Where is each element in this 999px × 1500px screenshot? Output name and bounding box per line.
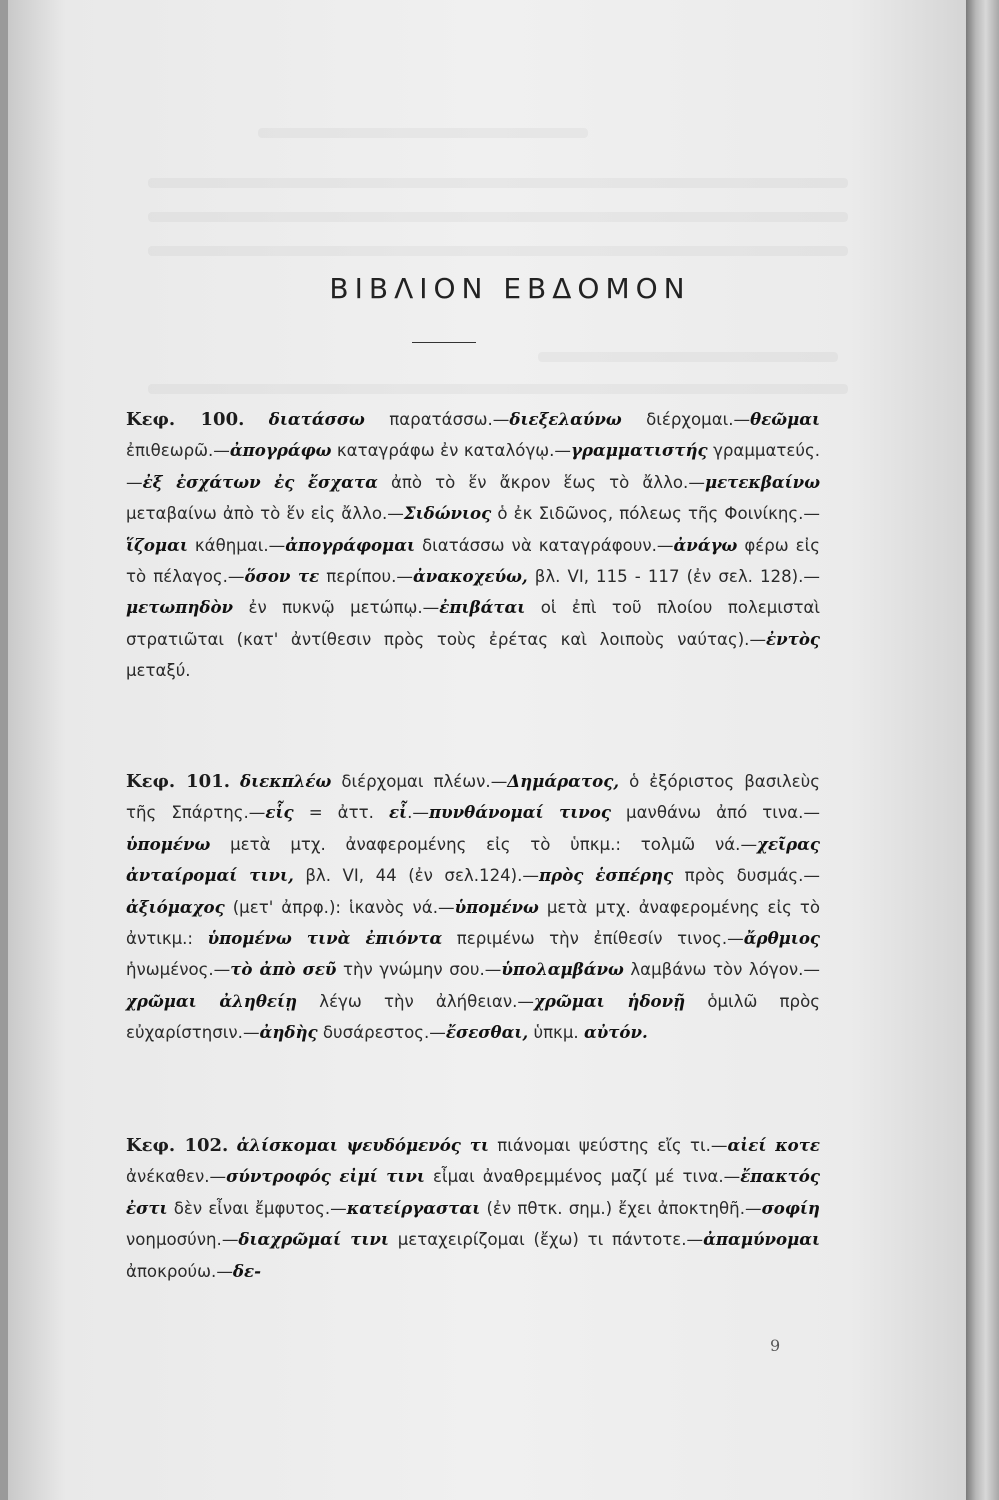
chapter-101-paragraph bbox=[126, 766, 820, 1049]
gloss-text: μετὰ μτχ. ἀναφερομένης εἰς τὸ ἀντικμ.: bbox=[126, 897, 820, 949]
headword: ἐξ ἐσχάτων ἐς ἔσχατα bbox=[142, 471, 378, 492]
gloss-text: λαμβάνω τὸν λόγον.— bbox=[623, 960, 821, 980]
gloss-text: περιμένω τὴν ἐπίθεσίν τινος.— bbox=[442, 929, 744, 949]
headword: εἷς bbox=[265, 802, 294, 823]
gloss-text: πρὸς δυσμάς.— bbox=[673, 866, 820, 886]
gloss-text: ὁμιλῶ πρὸς εὐχαρίστησιν.— bbox=[126, 991, 820, 1043]
gloss-text: ἀποκρούω.— bbox=[126, 1261, 233, 1281]
headword: ὑπομένω bbox=[454, 896, 539, 917]
gloss-text: καταγράφω ἐν καταλόγῳ.— bbox=[331, 441, 572, 461]
headword: ἀηδὴς bbox=[259, 1022, 318, 1043]
gloss-text: ἐπιθεωρῶ.— bbox=[126, 441, 230, 461]
chapter-label: Κεφ. 102. bbox=[126, 1135, 229, 1156]
gloss-text: γραμματεύς.— bbox=[126, 441, 820, 492]
gloss-text: βλ. VI, 44 (ἐν σελ.124).— bbox=[293, 866, 540, 886]
headword: διεκπλέω bbox=[240, 771, 332, 791]
bleed-through-mark bbox=[148, 246, 848, 256]
headword: ὅσον τε bbox=[244, 566, 320, 587]
gloss-text: δυσάρεστος.— bbox=[317, 1023, 446, 1043]
gloss-text: φέρω εἰς τὸ πέλαγος.— bbox=[126, 535, 820, 587]
gloss-text: βλ. VI, 115 - 117 (ἐν σελ. 128).— bbox=[527, 567, 821, 587]
headword: τὸ ἀπὸ σεῦ bbox=[230, 959, 337, 980]
gloss-text: ἐν πυκνῷ μετώπῳ.— bbox=[233, 598, 440, 618]
gloss-text: διέρχομαι.— bbox=[621, 410, 751, 429]
headword: εἶ bbox=[388, 802, 408, 823]
gloss-text: οἱ ἐπὶ τοῦ πλοίου πολεμισταὶ στρατιῶται (κατ' ἀντίθεσιν πρὸς τοὺς ἐρέτας καὶ λοιποὺς ναύτας).— bbox=[126, 598, 820, 649]
headword: ἀπαμύνομαι bbox=[703, 1229, 821, 1250]
headword: ἔπακτός ἐστι bbox=[126, 1166, 820, 1218]
headword: ἀξιόμαχος bbox=[126, 896, 225, 917]
headword: σύντροφός εἰμί τινι bbox=[226, 1166, 425, 1187]
headword: ὑπολαμβάνω bbox=[501, 959, 624, 980]
gloss-text: κάθημαι.— bbox=[187, 535, 286, 555]
headword: Σιδώνιος bbox=[403, 503, 492, 524]
gloss-text bbox=[230, 772, 240, 791]
headword: ἵζομαι bbox=[126, 534, 188, 555]
headword: σοφίη bbox=[761, 1197, 820, 1218]
chapter-100-paragraph bbox=[126, 404, 820, 687]
book-title: ΒΙΒΛΙΟΝ ΕΒΔΟΜΟΝ bbox=[329, 272, 691, 305]
gloss-text: εἶμαι ἀναθρεμμένος μαζί μέ τινα.— bbox=[424, 1167, 741, 1187]
gloss-text: μετὰ μτχ. ἀναφερομένης εἰς τὸ ὑπκμ.: τολμῶ νά.— bbox=[210, 834, 758, 854]
gloss-text: (ἐν πθτκ. σημ.) ἔχει ἀποκτηθῆ.— bbox=[480, 1198, 762, 1218]
headword: χεῖρας ἀνταίρομαί τινι, bbox=[126, 833, 820, 886]
bleed-through-mark bbox=[148, 384, 848, 394]
headword: ἀνακοχεύω, bbox=[413, 566, 528, 587]
headword: ἁλίσκομαι ψευδόμενός τι bbox=[236, 1135, 489, 1155]
headword: ἔσεσθαι, bbox=[445, 1022, 529, 1043]
headword: χρῶμαι ἀληθείῃ bbox=[126, 990, 298, 1011]
gloss-text: ὁ ἐξόριστος βασιλεὺς τῆς Σπάρτης.— bbox=[126, 772, 820, 823]
chapter-label: Κεφ. 101. bbox=[126, 771, 230, 792]
gloss-text: ἀνέκαθεν.— bbox=[126, 1167, 227, 1187]
page-edge-shadow bbox=[966, 0, 999, 1500]
gloss-text: περίπου.— bbox=[319, 567, 414, 587]
gloss-text: τὴν γνώμην σου.— bbox=[336, 960, 502, 980]
gloss-text: ἀπὸ τὸ ἕν ἄκρον ἕως τὸ ἄλλο.— bbox=[377, 472, 705, 492]
headword: ὑπομένω τινὰ ἐπιόντα bbox=[207, 928, 443, 949]
headword: αὐτόν. bbox=[583, 1022, 648, 1043]
gloss-text: δὲν εἶναι ἔμφυτος.— bbox=[167, 1198, 347, 1218]
gloss-text: = ἀττ. bbox=[293, 803, 389, 823]
headword: ἀπογράφω bbox=[229, 440, 332, 461]
gloss-text: ὁ ἐκ Σιδῶνος, πόλεως τῆς Φοινίκης.— bbox=[491, 504, 821, 524]
headword: μετωπηδὸν bbox=[126, 597, 234, 618]
headword: ἀνάγω bbox=[673, 534, 738, 555]
headword: γραμματιστής bbox=[571, 440, 708, 461]
gloss-text: ὑπκμ. bbox=[528, 1023, 584, 1043]
headword: αἰεί κοτε bbox=[727, 1135, 820, 1155]
headword: θεῶμαι bbox=[750, 409, 821, 429]
headword: ἀπογράφομαι bbox=[285, 534, 416, 555]
headword: ὑπομένω bbox=[126, 833, 211, 854]
gloss-text: μεταξύ. bbox=[126, 661, 191, 681]
chapter-label: Κεφ. 100. bbox=[126, 409, 245, 430]
headword: πρὸς ἑσπέρης bbox=[539, 865, 674, 886]
gloss-text bbox=[228, 1136, 236, 1155]
headword: χρῶμαι ἡδονῇ bbox=[534, 990, 686, 1011]
headword: Δημάρατος, bbox=[507, 771, 620, 791]
gloss-text: μεταχειρίζομαι (ἔχω) τι πάντοτε.— bbox=[388, 1230, 704, 1250]
title-rule bbox=[412, 342, 476, 343]
headword: δε- bbox=[232, 1260, 261, 1281]
gloss-text: .— bbox=[407, 803, 429, 823]
headword: διαχρῶμαί τινι bbox=[238, 1229, 389, 1250]
gloss-text: νοημοσύνη.— bbox=[126, 1230, 239, 1250]
gloss-text: μεταβαίνω ἀπὸ τὸ ἕν εἰς ἄλλο.— bbox=[126, 504, 404, 524]
chapter-102-paragraph bbox=[126, 1130, 820, 1287]
headword: ἐντὸς bbox=[766, 628, 820, 649]
headword: ἄρθμιος bbox=[743, 928, 820, 949]
headword: πυνθάνομαί τινος bbox=[428, 802, 611, 823]
gloss-text: παρατάσσω.— bbox=[364, 410, 510, 429]
headword: ἐπιβάται bbox=[439, 597, 526, 618]
gloss-text: διατάσσω νὰ καταγράφουν.— bbox=[415, 535, 674, 555]
gloss-text: λέγω τὴν ἀλήθειαν.— bbox=[297, 991, 534, 1011]
gloss-text: πιάνομαι ψεύστης εἴς τι.— bbox=[488, 1136, 728, 1155]
bleed-through-mark bbox=[148, 212, 848, 222]
headword: μετεκβαίνω bbox=[704, 471, 820, 492]
gloss-text: διέρχομαι πλέων.— bbox=[331, 772, 508, 791]
gloss-text: μανθάνω ἀπό τινα.— bbox=[610, 803, 820, 823]
gloss-text: (μετ' ἀπρφ.): ἱκανὸς νά.— bbox=[224, 897, 455, 917]
gloss-text: ἡνωμένος.— bbox=[126, 960, 231, 980]
headword: κατείργασται bbox=[346, 1197, 481, 1218]
headword: διεξελαύνω bbox=[509, 409, 622, 429]
bleed-through-mark bbox=[538, 352, 838, 362]
gloss-text bbox=[244, 410, 268, 429]
headword: διατάσσω bbox=[268, 409, 365, 429]
page-number: 9 bbox=[770, 1336, 781, 1355]
bleed-through-mark bbox=[258, 128, 588, 138]
bleed-through-mark bbox=[148, 178, 848, 188]
